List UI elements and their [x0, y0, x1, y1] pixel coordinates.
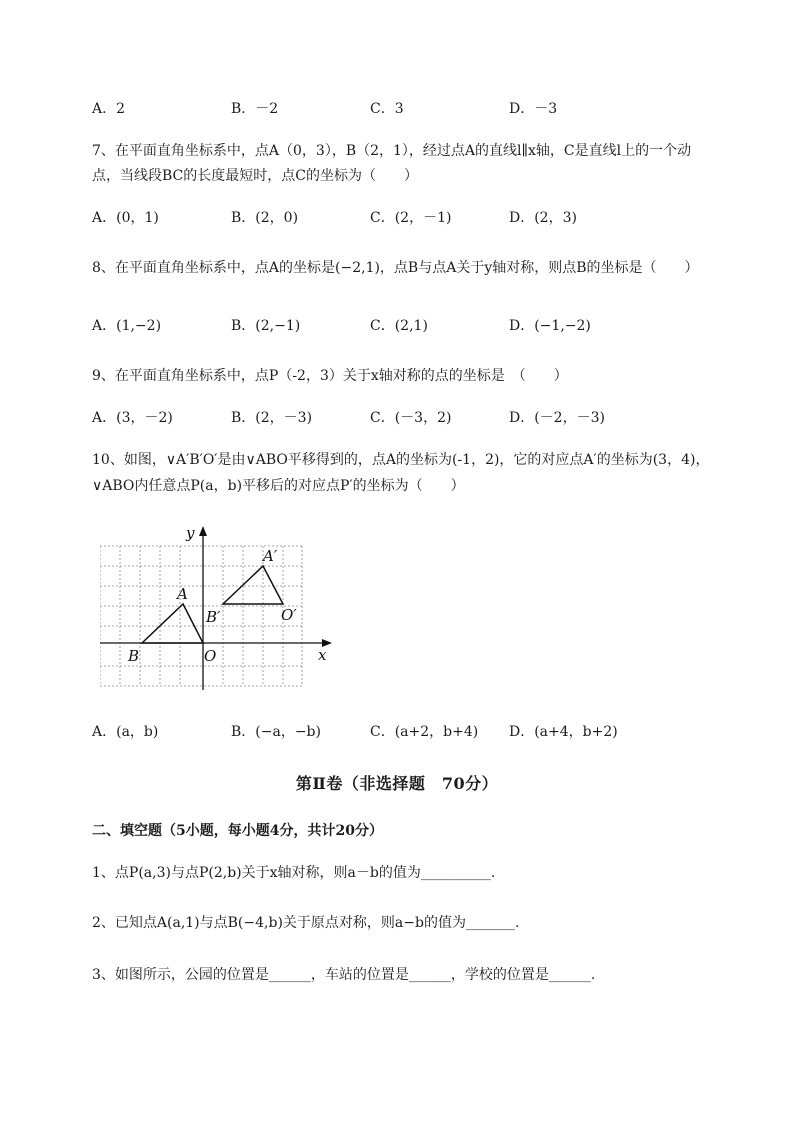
- origin-label: O: [204, 647, 217, 665]
- q10-options: [92, 722, 692, 742]
- q7-stem-line2: 点，当线段BC的长度最短时，点C的坐标为（ ）: [92, 168, 418, 184]
- fill-in-section-heading: 二、填空题（5小题，每小题4分，共计20分）: [92, 823, 383, 839]
- point-b-prime-label: B′: [206, 608, 221, 626]
- q8-stem: 8、在平面直角坐标系中，点A的坐标是(−2,1)，点B与点A关于y轴对称，则点B的坐标是（ ）: [92, 260, 699, 276]
- q10-stem-line1: 10、如图，∨A′B′O′是由∨ABO平移得到的，点A的坐标为(-1，2)，它的对应点A′的坐标为(3，4)，: [92, 452, 710, 468]
- q10-stem-line2: ∨ABO内任意点P(a，b)平移后的对应点P′的坐标为（ ）: [92, 478, 465, 494]
- q9-stem: 9、在平面直角坐标系中，点P（-2，3）关于x轴对称的点的坐标是 （ ）: [92, 368, 568, 384]
- q7-option-b: B．(2，0): [231, 210, 299, 226]
- grid-lines: [100, 546, 302, 686]
- fill-q2: 2、已知点A(a,1)与点B(−4,b)关于原点对称，则a−b的值为_______.: [92, 915, 520, 931]
- fill-q3: 3、如图所示，公园的位置是______，车站的位置是______，学校的位置是______.: [92, 967, 596, 983]
- q9-option-c: C．(－3，2): [370, 410, 452, 426]
- q7-stem-line1: 7、在平面直角坐标系中，点A（0，3），B（2，1），经过点A的直线l∥x轴，C是直线l上的一个动: [92, 143, 692, 159]
- y-axis-label: y: [186, 524, 195, 542]
- y-axis-arrow: [199, 526, 207, 536]
- q6-option-a: A．2: [92, 101, 126, 117]
- q8-option-b: B．(2,−1): [231, 318, 301, 334]
- q6-option-c: C．3: [370, 101, 404, 117]
- point-b-label: B: [128, 647, 140, 665]
- q7-option-a: A．(0，1): [92, 210, 159, 226]
- coordinate-grid-figure: [100, 520, 340, 692]
- q8-option-c: C．(2,1): [370, 318, 428, 334]
- q9-option-a: A．(3，－2): [92, 410, 173, 426]
- q10-option-c: C．(a+2，b+4): [370, 724, 479, 740]
- q10-option-d: D．(a+4，b+2): [509, 724, 618, 740]
- point-o-prime-label: O′: [281, 606, 297, 624]
- q7-option-c: C．(2，－1): [370, 210, 452, 226]
- q9-option-d: D．(－2，－3): [509, 410, 605, 426]
- q8-option-a: A．(1,−2): [92, 318, 162, 334]
- q7-options: [92, 208, 692, 228]
- q6-option-d: D．－3: [509, 101, 558, 117]
- x-axis-label: x: [318, 646, 327, 664]
- triangle-abo-prime: [223, 566, 283, 604]
- q10-option-b: B．(−a，−b): [231, 724, 321, 740]
- point-a-prime-label: A′: [263, 547, 278, 565]
- fill-q1: 1、点P(a,3)与点P(2,b)关于x轴对称，则a－b的值为__________.: [92, 865, 496, 881]
- q9-options: [92, 408, 692, 428]
- q6-option-b: B．－2: [231, 101, 279, 117]
- q6-options: [92, 99, 692, 119]
- q8-option-d: D．(−1,−2): [509, 318, 591, 334]
- q9-option-b: B．(2，－3): [231, 410, 313, 426]
- q10-option-a: A．(a，b): [92, 724, 159, 740]
- point-a-label: A: [177, 585, 188, 603]
- q8-options: [92, 316, 692, 336]
- triangle-abo: [142, 604, 203, 643]
- part2-title: 第Ⅱ卷（非选择题 70分）: [295, 774, 499, 793]
- q7-option-d: D．(2，3): [509, 210, 577, 226]
